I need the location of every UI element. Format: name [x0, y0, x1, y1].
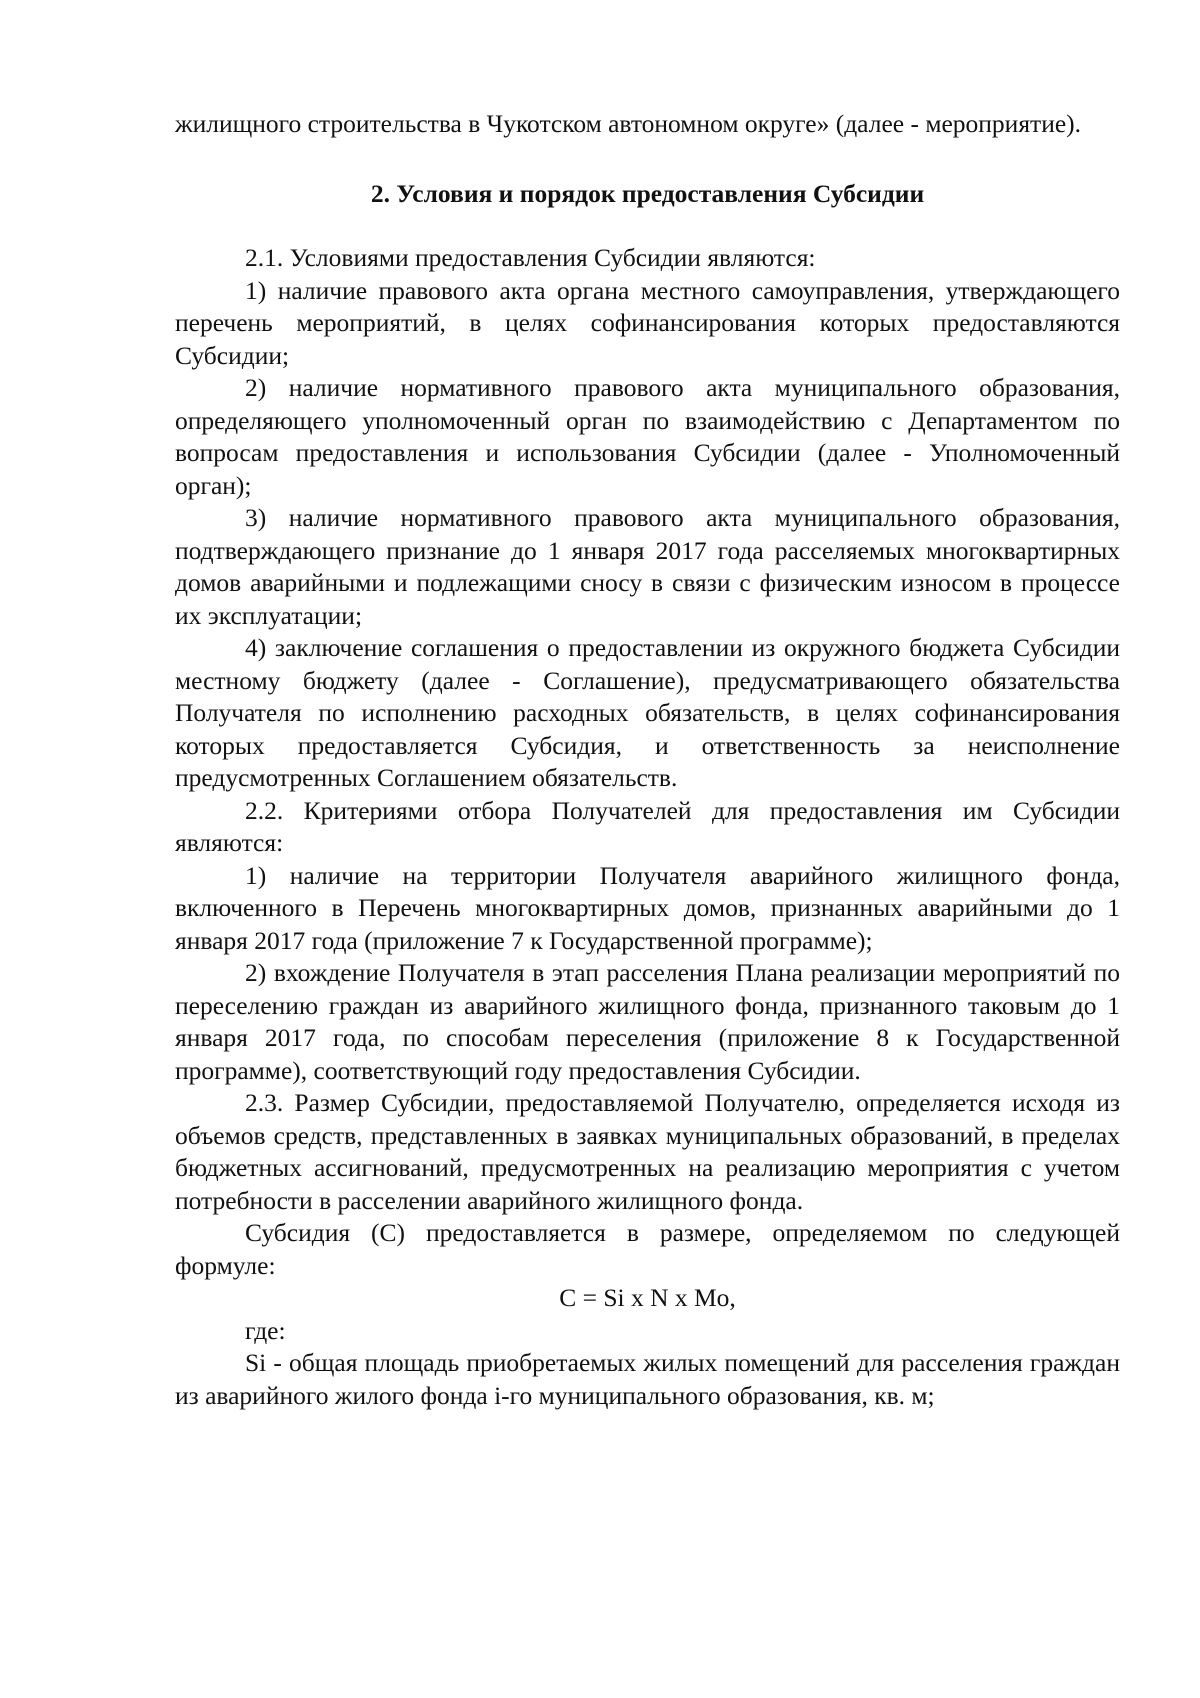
paragraph-2-3: 2.3. Размер Субсидии, предоставляемой Получателю, определяется исходя из объемов средств, представленных в заявках муниципальных образований, в пределах бюджетных ассигнований, предусмотренных на реализацию мероприятия с учетом потребности в расселении аварийного жилищного фонда. [175, 1088, 1120, 1215]
paragraph-2-2-item-1: 1) наличие на территории Получателя аварийного жилищного фонда, включенного в Перечень многоквартирных домов, признанных аварийными до 1 января 2017 года (приложение 7 к Государственной программе); [175, 860, 1120, 955]
where-label: где: [245, 1315, 286, 1345]
paragraph-2-1: 2.1. Условиями предоставления Субсидии являются: [245, 243, 816, 272]
subsidy-formula: C = Si x N x Mo, [559, 1283, 736, 1312]
paragraph-2-2-item-2: 2) вхождение Получателя в этап расселения Плана реализации мероприятий по переселению граждан из аварийного жилищного фонда, признанного таковым до 1 января 2017 года, по способам переселения (приложение 8 к Государственной программе), соответствующий году предоставления Субсидии. [175, 958, 1120, 1085]
si-definition: Si - общая площадь приобретаемых жилых помещений для расселения граждан из аварийного жилого фонда i-го муниципального образования, кв. м; [175, 1348, 1120, 1410]
paragraph-2-1-item-3: 3) наличие нормативного правового акта муниципального образования, подтверждающего признание до 1 января 2017 года расселяемых многоквартирных домов аварийными и подлежащими сносу в связи с физическим износом в процессе их эксплуатации; [175, 503, 1120, 630]
paragraph-2-1-item-2: 2) наличие нормативного правового акта муниципального образования, определяющего уполномоченный орган по взаимодействию с Департаментом по вопросам предоставления и использования Субсидии (далее - Уполномоченный орган); [175, 373, 1120, 500]
document-page [175, 108, 1120, 1412]
paragraph-2-2: 2.2. Критериями отбора Получателей для предоставления им Субсидии являются: [175, 795, 1120, 857]
paragraph-2-1-item-4: 4) заключение соглашения о предоставлении из окружного бюджета Субсидии местному бюджету (далее - Соглашение), предусматривающего обязательства Получателя по исполнению расходных обязательств, в целях софинансирования которых предоставляется Субсидия, и ответственность за неисполнение предусмотренных Соглашением обязательств. [175, 633, 1120, 792]
formula-intro-paragraph: Субсидия (С) предоставляется в размере, определяемом по следующей формуле: [175, 1218, 1120, 1280]
paragraph-2-1-item-1: 1) наличие правового акта органа местного самоуправления, утверждающего перечень мероприятий, в целях софинансирования которых предоставляются Субсидии; [175, 275, 1120, 370]
intro-paragraph: жилищного строительства в Чукотском автономном округе» (далее - мероприятие). [175, 109, 1082, 138]
section-heading: 2. Условия и порядок предоставления Субсидии [370, 178, 925, 208]
